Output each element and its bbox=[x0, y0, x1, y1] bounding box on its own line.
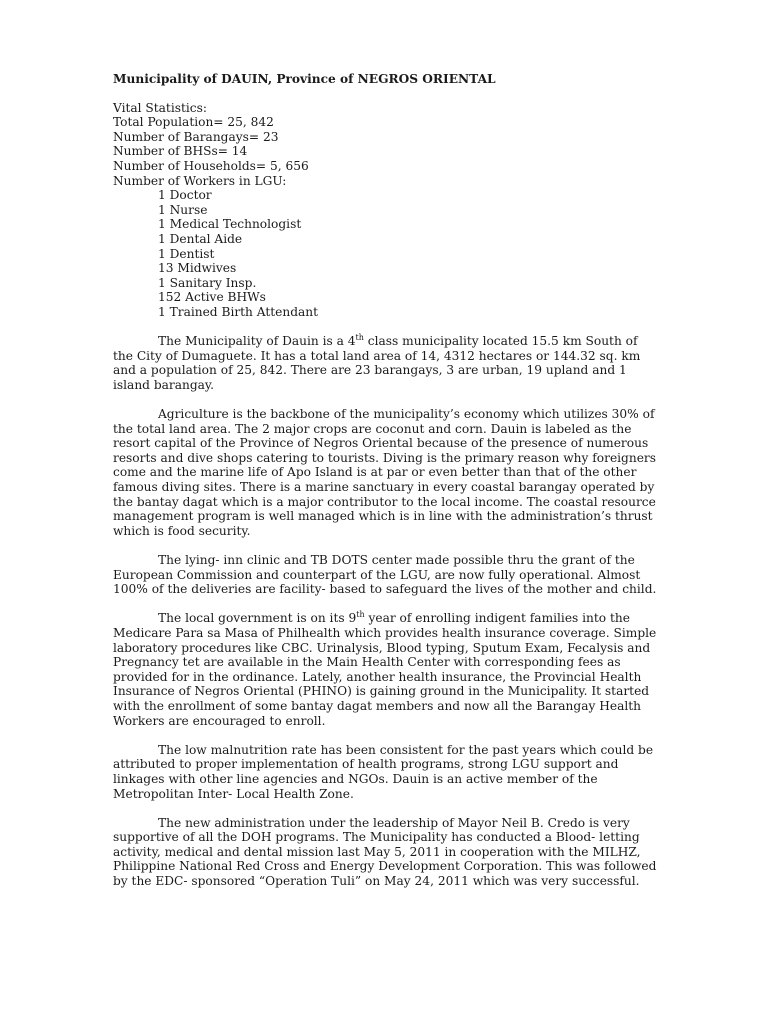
paragraph-administration: The new administration under the leadership of Mayor Neil B. Credo is very supportive of all the DOH programs. The Municipality has conducted a Blood- letting activity, medical and dental mission last May 5, 2011 in cooperation with the MILHZ, Philippine National Red Cross and Energy Development Corporation. This was followed by the EDC- sponsored “Operation Tuli” on May 24, 2011 which was very successful. bbox=[113, 815, 657, 889]
worker-item: 1 Dental Aide bbox=[158, 231, 243, 246]
worker-item: 1 Medical Technologist bbox=[158, 217, 302, 232]
paragraph-overview-superscript: th bbox=[355, 333, 364, 343]
paragraph-philhealth-superscript: th bbox=[356, 610, 365, 620]
worker-item: 152 Active BHWs bbox=[158, 290, 266, 305]
worker-item: 1 Sanitary Insp. bbox=[158, 275, 257, 290]
paragraph-lying-inn: The lying- inn clinic and TB DOTS center made possible thru the grant of the European Commission and counterpart of the LGU, are now fully operational. Almost 100% of the deliveries are facility- based to safeguard the lives of the mother and child. bbox=[113, 553, 657, 597]
worker-item: 1 Dentist bbox=[158, 246, 215, 261]
paragraph-philhealth bbox=[113, 611, 658, 728]
worker-item: 1 Doctor bbox=[158, 188, 212, 203]
paragraph-overview-part-2: class municipality located 15.5 km South of the City of Dumaguete. It has a total land area of 14, 4312 hectares or 144.32 sq. km and a population of 25, 842. There are 23 barangays, 3 are urban, 19 upland and 1 island barangay. bbox=[113, 334, 641, 392]
paragraph-agriculture: Agriculture is the backbone of the municipality’s economy which utilizes 30% of the total land area. The 2 major crops are coconut and corn. Dauin is labeled as the resort capital of the Province of Negros Oriental because of the presence of numerous resorts and dive shops catering to tourists. Diving is the primary reason why foreigners come and the marine life of Apo Island is at par or even better than that of the other famous diving sites. There is a marine sanctuary in every coastal barangay operated by the bantay dagat which is a major contributor to the local income. The coastal resource management program is well managed which is in line with the administration’s thrust which is food security. bbox=[113, 407, 656, 538]
paragraph-philhealth-part-1: The local government is on its 9 bbox=[158, 611, 357, 626]
paragraph-malnutrition: The low malnutrition rate has been consistent for the past years which could be attributed to proper implementation of health programs, strong LGU support and linkages with other line agencies and NGOs. Dauin is an active member of the Metropolitan Inter- Local Health Zone. bbox=[113, 742, 654, 801]
vital-statistics-section bbox=[113, 101, 658, 320]
worker-item: 1 Trained Birth Attendant bbox=[158, 304, 319, 319]
paragraph-overview-part-1: The Municipality of Dauin is a 4 bbox=[158, 334, 356, 349]
stat-workers-heading: Number of Workers in LGU: bbox=[113, 173, 287, 188]
document-page bbox=[113, 72, 658, 889]
stat-number-of-bhss: Number of BHSs= 14 bbox=[113, 144, 248, 159]
paragraph-philhealth-part-2: year of enrolling indigent families into the Medicare Para sa Masa of Philhealth which provides health insurance coverage. Simple laboratory procedures like CBC. Urinalysis, Blood typing, Sputum Exam, Fecalysis and Pregnancy tet are available in the Main Health Center with corresponding fees as provided for in the ordinance. Lately, another health insurance, the Provincial Health Insurance of Negros Oriental (PHINO) is gaining ground in the Municipality. It started with the enrollment of some bantay dagat members and now all the Barangay Health Workers are encouraged to enroll. bbox=[113, 611, 657, 728]
paragraph-overview bbox=[113, 334, 658, 392]
worker-item: 13 Midwives bbox=[158, 261, 237, 276]
document-title: Municipality of DAUIN, Province of NEGROS ORIENTAL bbox=[113, 72, 496, 86]
vital-statistics-heading: Vital Statistics: bbox=[113, 100, 207, 115]
workers-list bbox=[113, 188, 658, 319]
worker-item: 1 Nurse bbox=[158, 202, 208, 217]
stat-number-of-households: Number of Households= 5, 656 bbox=[113, 158, 309, 173]
stat-total-population: Total Population= 25, 842 bbox=[113, 115, 274, 130]
stat-number-of-barangays: Number of Barangays= 23 bbox=[113, 129, 279, 144]
